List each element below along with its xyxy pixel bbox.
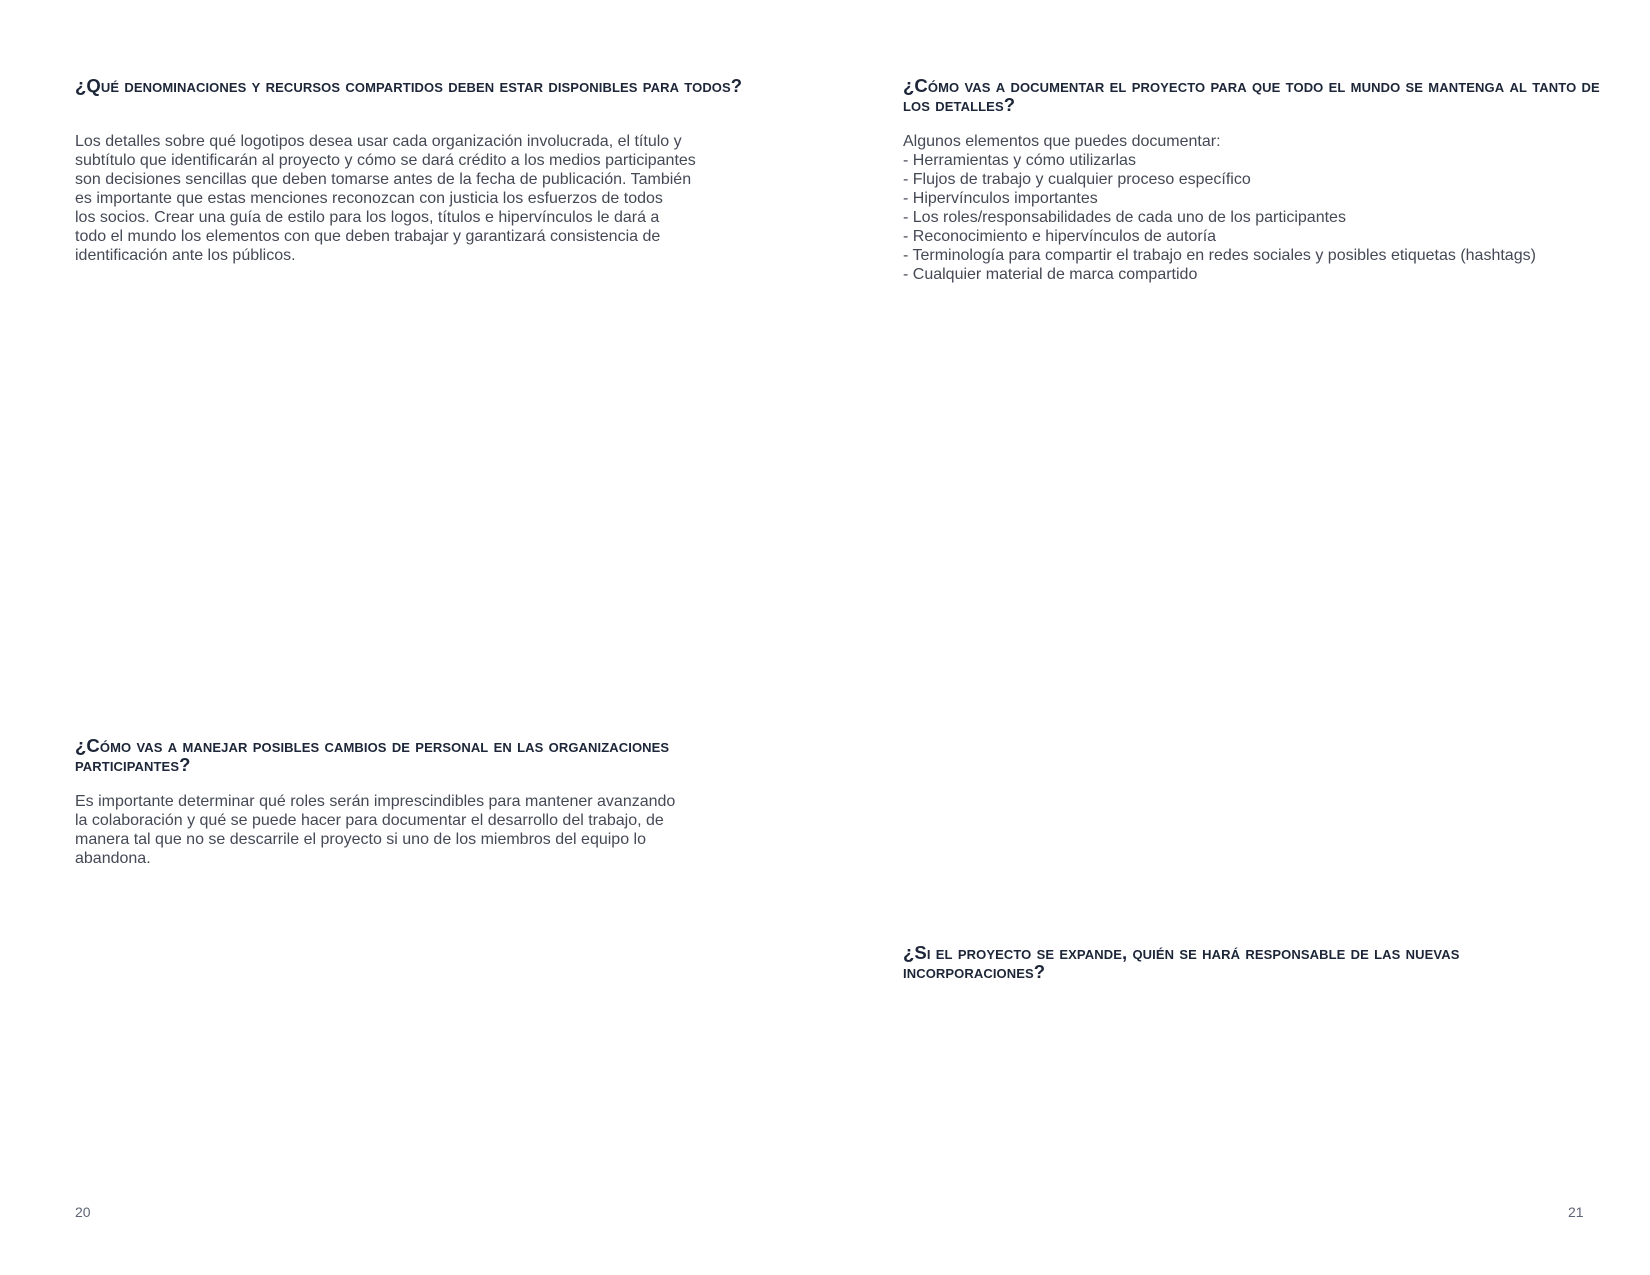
section-body-staff-changes: Es importante determinar qué roles serán imprescindibles para mantener avanzando la colaboración y qué se puede hacer para documentar el desarrollo del trabajo, de manera tal que no se descarrile el proyecto si uno de los miembros del equipo lo abandona.	[75, 793, 676, 867]
documentation-list	[903, 151, 1623, 284]
list-item: - Flujos de trabajo y cualquier proceso específico	[903, 171, 1251, 188]
list-item: - Terminología para compartir el trabajo en redes sociales y posibles etiquetas (hashtags)	[903, 247, 1536, 264]
section-heading-shared-resources: ¿Qué denominaciones y recursos compartidos deben estar disponibles para todos?	[75, 75, 743, 96]
list-item: - Los roles/responsabilidades de cada uno de los participantes	[903, 209, 1346, 226]
page-number-right: 21	[1568, 1204, 1584, 1220]
list-item: - Reconocimiento e hipervínculos de autoría	[903, 228, 1217, 245]
section-heading-staff-changes: ¿Cómo vas a manejar posibles cambios de personal en las organizaciones participantes?	[75, 735, 670, 775]
documentation-intro: Algunos elementos que puedes documentar:	[903, 133, 1221, 150]
section-body-shared-resources: Los detalles sobre qué logotipos desea usar cada organización involucrada, el título y subtítulo que identificarán al proyecto y cómo se dará crédito a los medios participantes son decisiones sencillas que deben tomarse antes de la fecha de publicación. También es importante que estas menciones reconozcan con justicia los esfuerzos de todos los socios. Crear una guía de estilo para los logos, títulos e hipervínculos le dará a todo el mundo los elementos con que deben trabajar y garantizará consistencia de identificación ante los públicos.	[75, 133, 696, 264]
list-item: - Cualquier material de marca compartido	[903, 266, 1198, 283]
section-heading-documentation: ¿Cómo vas a documentar el proyecto para que todo el mundo se mantenga al tanto de los detalles?	[903, 75, 1600, 115]
list-item: - Herramientas y cómo utilizarlas	[903, 152, 1136, 169]
page-number-left: 20	[75, 1204, 91, 1220]
list-item: - Hipervínculos importantes	[903, 190, 1098, 207]
section-heading-project-expansion: ¿Si el proyecto se expande, quién se hará responsable de las nuevas incorporaciones?	[903, 942, 1460, 982]
